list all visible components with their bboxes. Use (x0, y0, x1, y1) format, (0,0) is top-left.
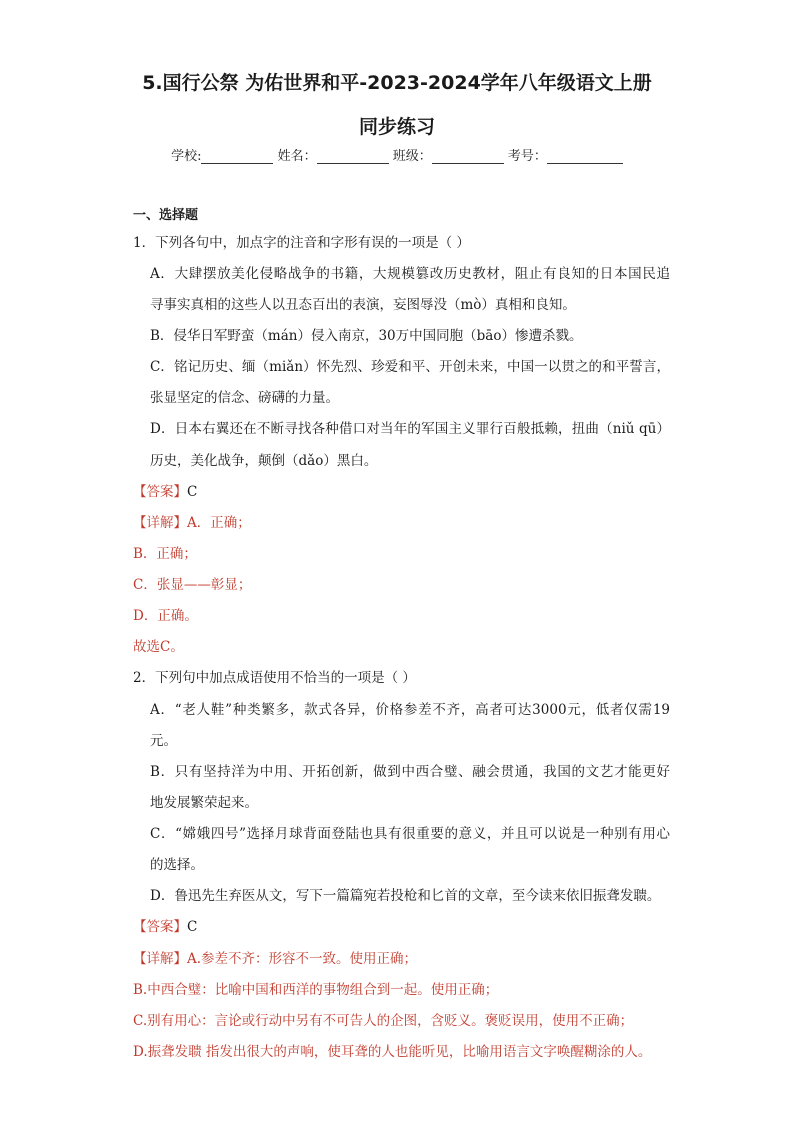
question-2-stem: 2．下列句中加点成语使用不恰当的一项是（ ） (133, 670, 416, 686)
question-1-option-c-cont: 张显坚定的信念、磅礴的力量。 (150, 390, 339, 406)
question-2-option-a-cont: 元。 (150, 733, 177, 749)
question-2-option-b: B．只有坚持洋为中用、开拓创新，做到中西合璧、融会贯通，我国的文艺才能更好 (150, 764, 670, 780)
number-blank (547, 149, 623, 164)
name-blank (317, 149, 389, 164)
question-1-stem: 1．下列各句中，加点字的注音和字形有误的一项是（ ） (133, 235, 470, 251)
name-label: 姓名： (277, 149, 317, 164)
number-label: 考号： (507, 149, 547, 164)
question-1-answer: 【答案】C (133, 484, 198, 500)
question-2-option-b-cont: 地发展繁荣起来。 (150, 795, 258, 811)
document-subtitle: 同步练习 (358, 116, 435, 138)
school-label: 学校: (171, 149, 202, 164)
question-2-option-c: C．“嫦娥四号”选择月球背面登陆也具有很重要的意义，并且可以说是一种别有用心 (150, 826, 670, 842)
class-blank (432, 149, 504, 164)
question-1-option-a: A．大肆摆放美化侵略战争的书籍，大规模篡改历史教材，阻止有良知的日本国民追 (150, 266, 670, 282)
question-1-explain: 【详解】A．正确； (133, 515, 251, 531)
question-2-option-a: A．“老人鞋”种类繁多，款式各异，价格参差不齐，高者可达3000元，低者仅需19 (150, 702, 670, 718)
student-info-row (0, 145, 794, 164)
question-2-option-d: D．鲁迅先生弃医从文，写下一篇篇宛若投枪和匕首的文章，至今读来依旧振聋发聩。 (150, 888, 661, 904)
question-2-answer: 【答案】C (133, 919, 198, 935)
question-1-option-d-cont: 历史，美化战争，颠倒（dǎo）黑白。 (150, 453, 378, 469)
section-heading: 一、选择题 (133, 208, 199, 223)
question-1-explain-b: B．正确； (133, 546, 197, 562)
question-2-explain-d: D.振聋发聩 指发出很大的声响，使耳聋的人也能听见，比喻用语言文字唤醒糊涂的人。 (133, 1044, 652, 1060)
question-1-explain-c: C．张显——彰显； (133, 577, 252, 593)
question-2-explain-c: C.别有用心：言论或行动中另有不可告人的企图，含贬义。褒贬误用，使用不正确； (133, 1013, 634, 1029)
class-label: 班级： (392, 149, 432, 164)
question-2-option-c-cont: 的选择。 (150, 857, 204, 873)
question-2-explain: 【详解】A.参差不齐：形容不一致。使用正确； (133, 951, 418, 967)
question-1-option-d: D．日本右翼还在不断寻找各种借口对当年的军国主义罪行百般抵赖，扭曲（niǔ qū） (150, 421, 670, 437)
question-1-option-b: B．侵华日军野蛮（mán）侵入南京，30万中国同胞（bāo）惨遭杀戮。 (150, 328, 583, 344)
question-1-explain-d: D．正确。 (133, 608, 198, 624)
question-2-explain-b: B.中西合璧：比喻中国和西洋的事物组合到一起。使用正确； (133, 982, 499, 998)
school-blank (201, 149, 273, 164)
question-1-option-a-cont: 寻事实真相的这些人以丑态百出的表演，妄图辱没（mò）真相和良知。 (150, 297, 576, 313)
question-1-conclusion: 故选C。 (133, 639, 184, 655)
question-1-option-c: C．铭记历史、缅（miǎn）怀先烈、珍爱和平、开创未来，中国一以贯之的和平誓言， (150, 359, 670, 375)
document-title: 5.国行公祭 为佑世界和平-2023-2024学年八年级语文上册 (142, 72, 652, 94)
